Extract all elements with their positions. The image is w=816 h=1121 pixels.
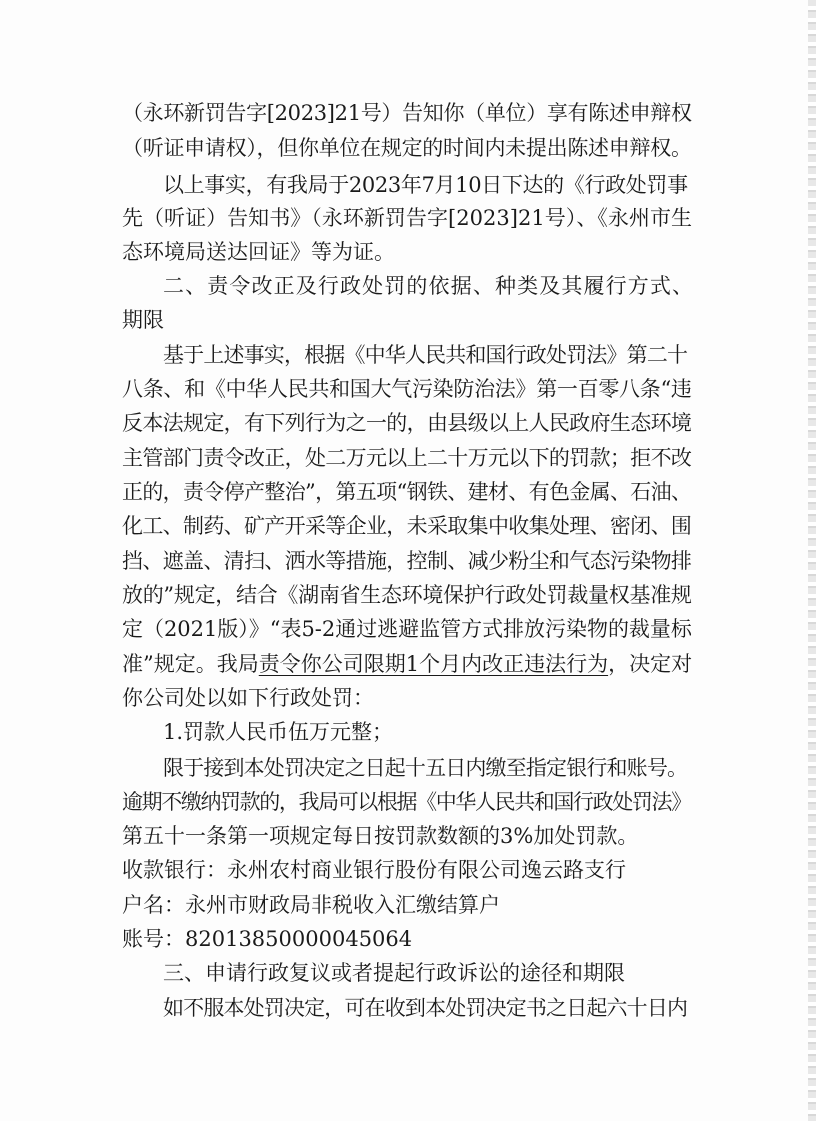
body-line-4: 先（听证）告知书》（永环新罚告字[2023]21号）、《永州市生 — [122, 206, 693, 230]
account-number-line: 账号：82013850000045064 — [122, 927, 413, 951]
bank-line: 收款银行：永州农村商业银行股份有限公司逸云路支行 — [122, 858, 626, 882]
account-name-line: 户名：永州市财政局非税收入汇缴结算户 — [122, 893, 500, 917]
rectification-order: 责令你公司限期1个月内改正违法行为 — [258, 652, 609, 676]
basis-line-6: 化工、制药、矿产开采等企业，未采取集中收集处理、密闭、围 — [122, 514, 692, 538]
section-2-heading: 二、责令改正及行政处罚的依据、种类及其履行方式、 — [163, 274, 695, 298]
decision-line-2: 你公司处以如下行政处罚： — [122, 686, 374, 710]
basis-line-4: 主管部门责令改正，处二万元以上二十万元以下的罚款；拒不改 — [122, 446, 692, 470]
basis-line-5: 正的，责令停产整治”，第五项“钢铁、建材、有色金属、石油、 — [122, 480, 692, 504]
scan-edge — [808, 0, 816, 1121]
basis-line-3: 反本法规定，有下列行为之一的，由县级以上人民政府生态环境 — [122, 411, 692, 435]
basis-line-8: 放的”规定，结合《湖南省生态环境保护行政处罚裁量权基准规 — [122, 583, 692, 607]
fine-item: 1.罚款人民币伍万元整； — [163, 720, 394, 744]
basis-line-9: 定（2021版）》“表5-2通过逃避监管方式排放污染物的裁量标 — [122, 617, 692, 641]
basis-line-7: 挡、遮盖、清扫、洒水等措施，控制、减少粉尘和气态污染物排 — [122, 549, 692, 573]
body-line-1: （永环新罚告字[2023]21号）告知你（单位）享有陈述申辩权 — [122, 101, 692, 125]
body-line-5: 态环境局送达回证》等为证。 — [122, 240, 395, 264]
body-line-2: （听证申请权），但你单位在规定的时间内未提出陈述申辩权。 — [122, 136, 692, 160]
payment-line-1: 限于接到本处罚决定之日起十五日内缴至指定银行和账号。 — [163, 756, 688, 780]
payment-line-2: 逾期不缴纳罚款的，我局可以根据《中华人民共和国行政处罚法》 — [122, 790, 691, 814]
decision-line-pre: 准”规定。我局 — [122, 652, 259, 676]
basis-line-2: 八条、和《中华人民共和国大气污染防治法》第一百零八条“违 — [122, 377, 692, 401]
decision-line — [122, 649, 692, 679]
section-2-heading-cont: 期限 — [122, 308, 164, 332]
section-3-heading: 三、申请行政复议或者提起行政诉讼的途径和期限 — [163, 961, 625, 985]
last-line: 如不服本处罚决定，可在收到本处罚决定书之日起六十日内 — [163, 996, 688, 1020]
payment-line-3: 第五十一条第一项规定每日按罚款数额的3%加处罚款。 — [122, 824, 639, 848]
body-line-3: 以上事实，有我局于2023年7月10日下达的《行政处罚事 — [163, 173, 688, 197]
decision-line-post: ，决定对 — [608, 652, 693, 676]
basis-line-1: 基于上述事实，根据《中华人民共和国行政处罚法》第二十 — [163, 343, 688, 367]
